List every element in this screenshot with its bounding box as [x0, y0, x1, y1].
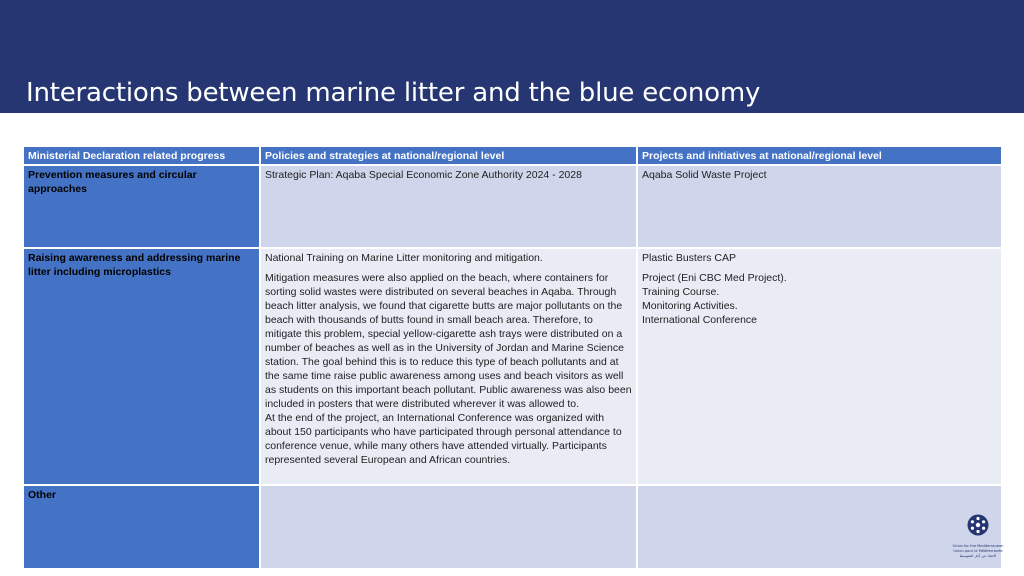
row-label: Other	[23, 485, 260, 569]
projects-cell	[637, 248, 1002, 485]
project-text: Monitoring Activities.	[642, 300, 738, 312]
project-list	[642, 271, 997, 327]
policies-cell	[260, 485, 637, 569]
table-header-row	[23, 146, 1002, 165]
title-banner	[0, 0, 1024, 113]
row-label: Prevention measures and circular approaches	[23, 165, 260, 248]
row-label: Raising awareness and addressing marine litter including microplastics	[23, 248, 260, 485]
progress-table	[22, 145, 1003, 570]
table-row-prevention	[23, 165, 1002, 248]
organization-logo	[950, 514, 1006, 560]
policy-text: At the end of the project, an International Conference was organized with about 150 participants who have participated through personal attendance to conference venue, while many others have attended virtually. Participants represented several European and African countries.	[265, 412, 622, 466]
project-text: Plastic Busters CAP	[642, 252, 736, 264]
project-text: Project (Eni CBC Med Project).	[642, 272, 787, 284]
project-text: Training Course.	[642, 286, 720, 298]
table-row-awareness	[23, 248, 1002, 485]
table-row-other	[23, 485, 1002, 569]
header-declaration-progress: Ministerial Declaration related progress	[23, 146, 260, 165]
policies-cell	[260, 248, 637, 485]
header-projects-initiatives: Projects and initiatives at national/regional level	[637, 146, 1002, 165]
upm-logo-icon	[967, 514, 989, 536]
header-policies-strategies: Policies and strategies at national/regional level	[260, 146, 637, 165]
slide-title: Interactions between marine litter and the blue economy	[26, 78, 761, 108]
policies-cell	[260, 165, 637, 248]
policy-text: Strategic Plan: Aqaba Special Economic Zone Authority 2024 - 2028	[265, 169, 582, 181]
projects-cell	[637, 165, 1002, 248]
policy-text: Mitigation measures were also applied on the beach, where containers for sorting solid wastes were distributed on several beaches in Aqaba. Through beach litter analysis, we found that cigarette butts are major pollutants on the beach with thousands of butts found in small beach area. Therefore, to mitigate this problem, special yellow-cigarette ash trays were distributed on a number of beaches as well as in the University of Jordan and Marine Science station. The goal behind this is to reduce this type of beach pollutants and at the same time raise public awareness among uses and beach visitors as well as students on this important beach pollutant. Public awareness was also been included in posters that were distributed wherever it was allowed to.	[265, 272, 632, 410]
logo-text-en: Union for the Mediterranean	[952, 544, 1004, 548]
logo-text-ar: الاتحاد من أجل المتوسط	[959, 554, 997, 558]
project-text: Aqaba Solid Waste Project	[642, 169, 767, 181]
policy-text: National Training on Marine Litter monitoring and mitigation.	[265, 252, 543, 264]
projects-cell	[637, 485, 1002, 569]
logo-text-fr: Union pour la Méditerranée	[953, 549, 1003, 553]
project-text: International Conference	[642, 314, 757, 326]
